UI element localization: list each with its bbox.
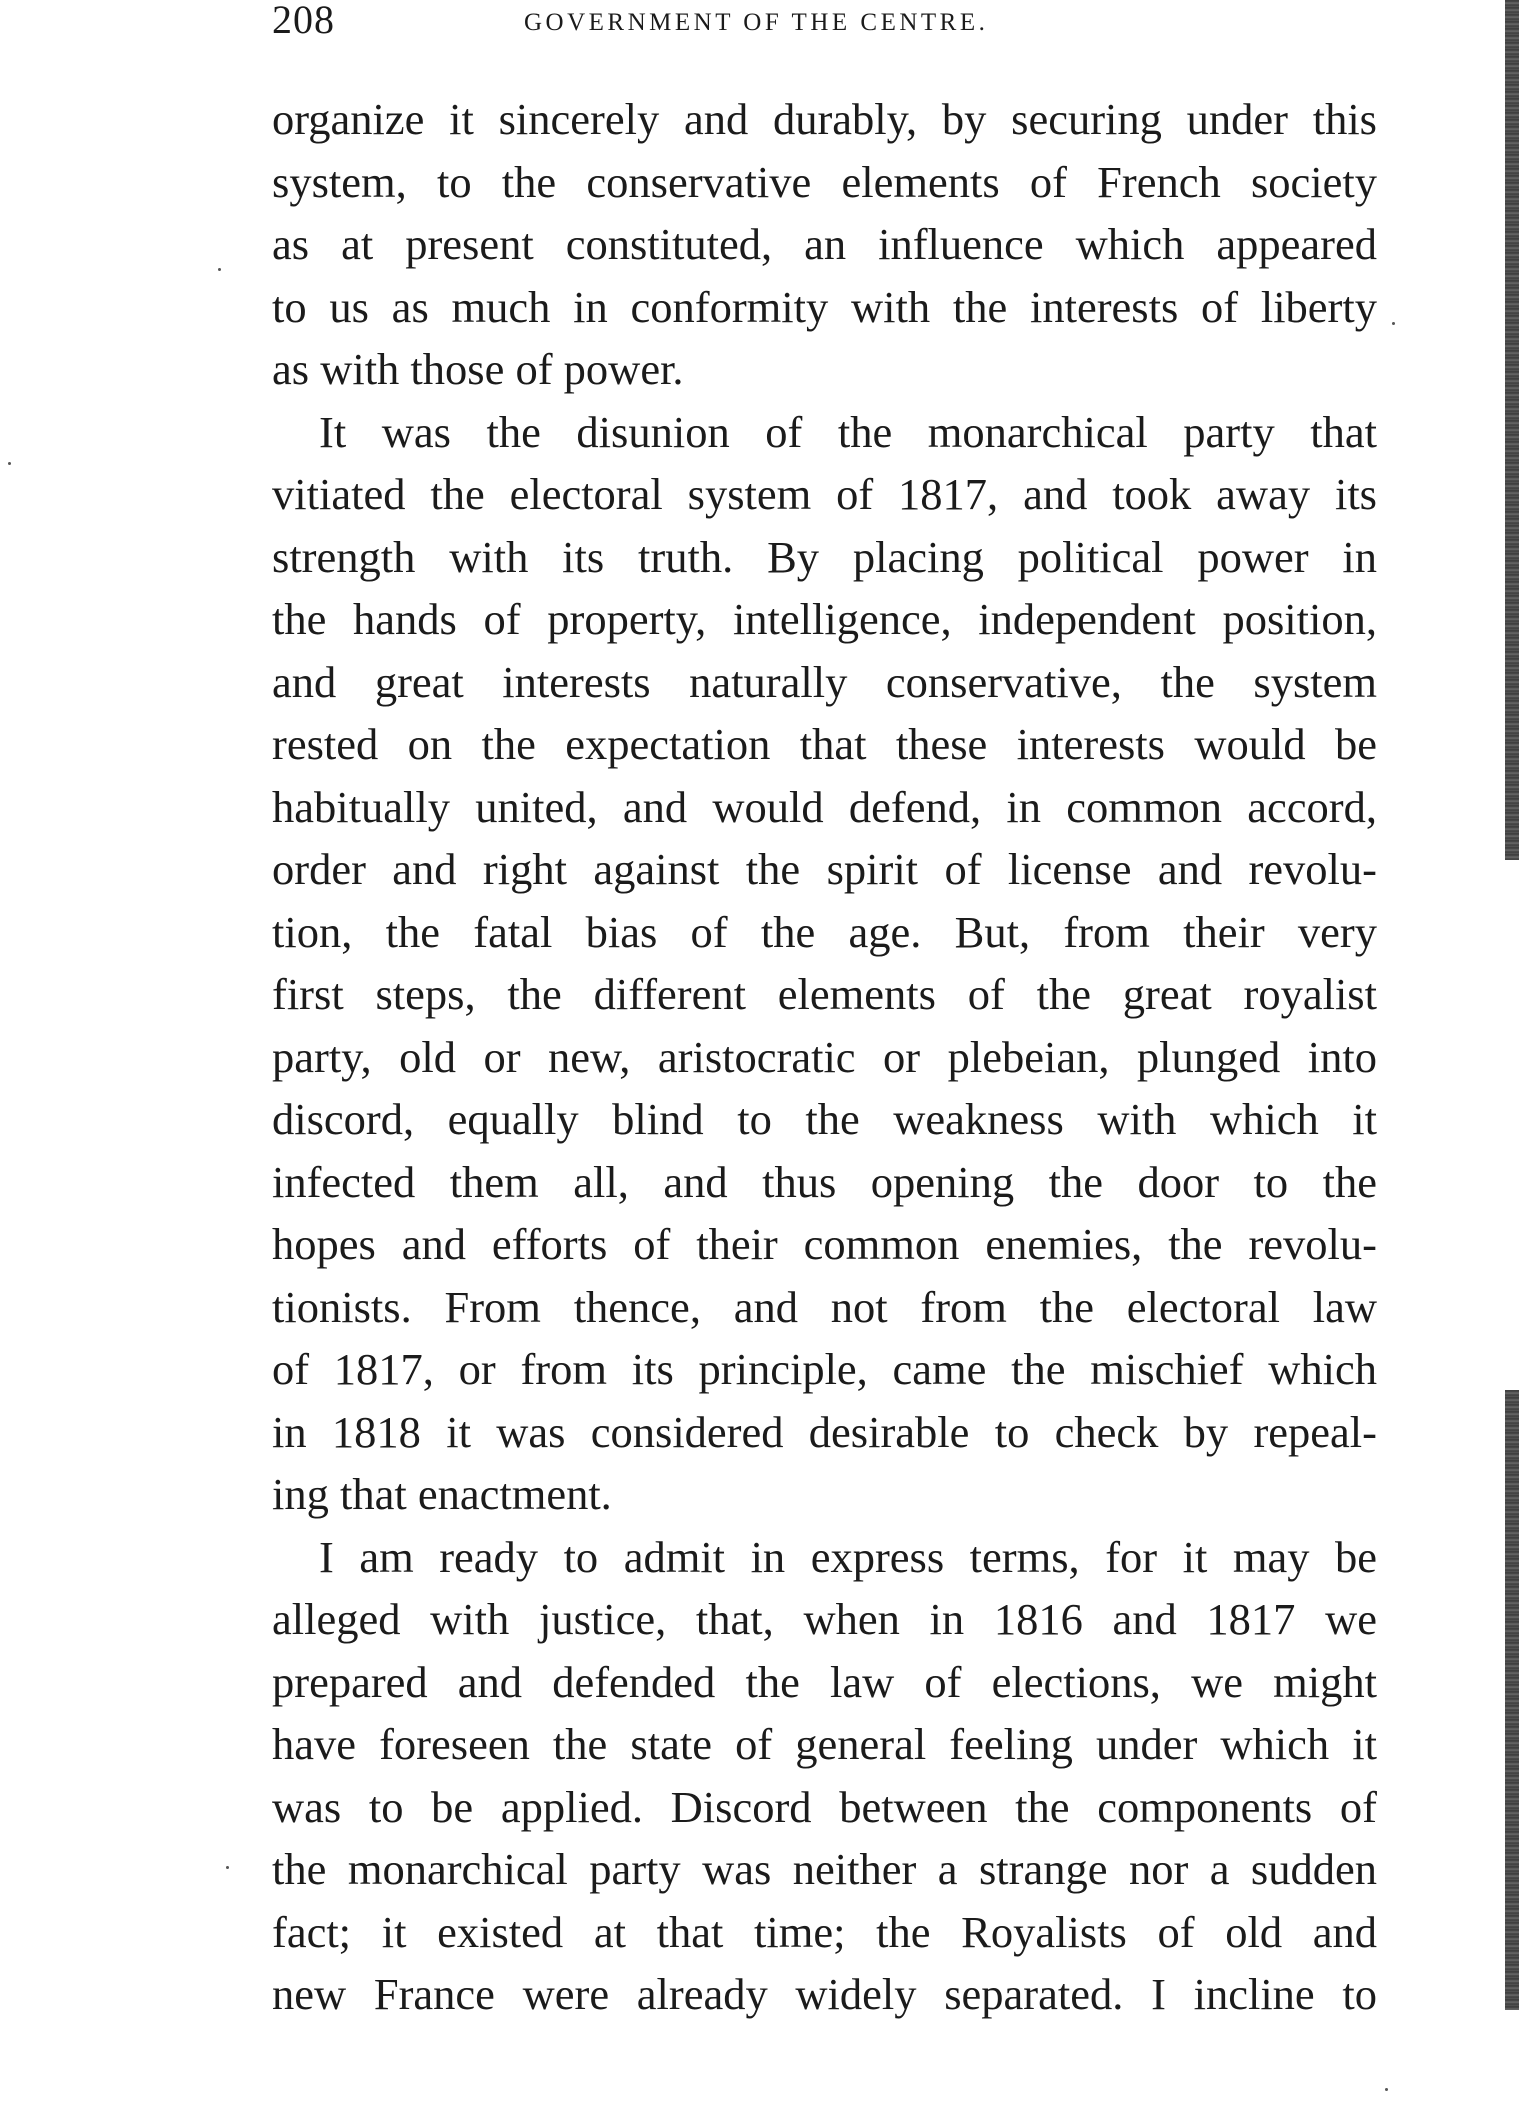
text-line: rested on the expectation that these interests would be <box>272 719 1377 769</box>
text-line: as with those of power. <box>272 344 684 394</box>
body-text <box>272 88 1377 2026</box>
text-line: have foreseen the state of general feeling under which it <box>272 1719 1377 1769</box>
text-line: of 1817, or from its principle, came the mischief which <box>272 1344 1377 1394</box>
running-head: GOVERNMENT OF THE CENTRE. <box>524 9 989 36</box>
page-edge-shadow <box>1505 1390 1519 2010</box>
paragraph <box>272 1526 1377 2026</box>
text-line: system, to the conservative elements of French society <box>272 156 1377 207</box>
scan-speck <box>218 268 221 271</box>
page-number: 208 <box>272 0 335 42</box>
text-line: strength with its truth. By placing political power in <box>272 531 1377 582</box>
text-line: new France were already widely separated. I incline to <box>272 1969 1377 2019</box>
text-line: order and right against the spirit of license and revolu- <box>272 844 1377 894</box>
text-line: vitiated the electoral system of 1817, and took away its <box>272 469 1377 519</box>
scan-speck <box>8 462 11 465</box>
text-line: party, old or new, aristocratic or plebeian, plunged into <box>272 1031 1377 1082</box>
text-line: fact; it existed at that time; the Royalists of old and <box>272 1906 1377 1957</box>
text-line: tion, the fatal bias of the age. But, from their very <box>272 906 1377 957</box>
text-line: I am ready to admit in express terms, for it may be <box>319 1531 1377 1582</box>
page-header <box>272 0 1392 52</box>
paragraph <box>272 88 1377 401</box>
page-edge-shadow <box>1505 0 1519 860</box>
text-line: was to be applied. Discord between the components of <box>272 1781 1377 1832</box>
text-line: infected them all, and thus opening the door to the <box>272 1156 1377 1207</box>
text-line: and great interests naturally conservative, the system <box>272 656 1377 707</box>
text-line: first steps, the different elements of the great royalist <box>272 969 1377 1019</box>
text-line: prepared and defended the law of elections, we might <box>272 1656 1377 1707</box>
text-line: organize it sincerely and durably, by securing under this <box>272 94 1377 144</box>
text-line: It was the disunion of the monarchical party that <box>319 406 1377 457</box>
scan-speck <box>1385 2088 1388 2091</box>
text-line: habitually united, and would defend, in common accord, <box>272 781 1377 832</box>
text-line: in 1818 it was considered desirable to check by repeal- <box>272 1406 1377 1457</box>
text-line: the hands of property, intelligence, independent position, <box>272 594 1377 644</box>
text-line: alleged with justice, that, when in 1816 and 1817 we <box>272 1594 1377 1644</box>
scan-speck <box>1392 322 1395 325</box>
text-line: ing that enactment. <box>272 1469 612 1519</box>
text-line: to us as much in conformity with the interests of liberty <box>272 281 1377 332</box>
text-line: hopes and efforts of their common enemies, the revolu- <box>272 1219 1377 1269</box>
scan-speck <box>226 1866 229 1869</box>
text-line: as at present constituted, an influence which appeared <box>272 219 1377 269</box>
text-line: tionists. From thence, and not from the electoral law <box>272 1281 1377 1332</box>
text-line: the monarchical party was neither a strange nor a sudden <box>272 1844 1377 1894</box>
text-line: discord, equally blind to the weakness with which it <box>272 1094 1377 1144</box>
paragraph <box>272 401 1377 1526</box>
